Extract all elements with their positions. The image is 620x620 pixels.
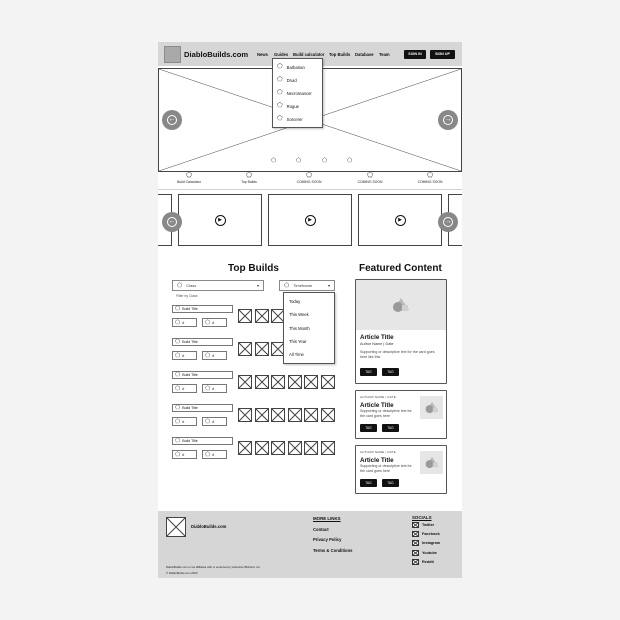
social-link-facebook[interactable]: Facebook	[412, 531, 440, 537]
shapes-icon	[391, 297, 411, 313]
carousel-dot-icon[interactable]: ⬠	[296, 158, 302, 164]
pentagon-icon: ⬠	[205, 319, 211, 326]
feature-top-builds[interactable]: ⬠ Top Builds	[229, 173, 269, 184]
article-author: AUTHOR NAME | DATE	[360, 450, 396, 454]
carousel-dot-icon[interactable]: ⬠	[271, 158, 277, 164]
footer-disclaimer: DiabloBuilds.com is not affiliated with or endorsed by Activision Blizzard, Inc.	[166, 565, 261, 569]
divider	[158, 189, 462, 190]
pentagon-icon: ⬠	[305, 172, 313, 179]
tag-button[interactable]: TAG	[382, 424, 399, 432]
build-item-slot[interactable]	[288, 375, 302, 389]
sign-up-button[interactable]: SIGN UP	[430, 50, 455, 59]
featured-content-heading: Featured Content	[359, 263, 442, 274]
video-thumbnail[interactable]	[358, 194, 442, 246]
article-description: Supporting or descriptive text for the card goes here	[360, 464, 412, 473]
facebook-icon	[412, 531, 419, 537]
pentagon-icon: ⬠	[277, 63, 283, 70]
guides-menu-item-druid[interactable]: ⬠ Druid	[277, 76, 297, 83]
build-stat: ⬠ #	[202, 450, 227, 459]
pentagon-icon: ⬠	[205, 385, 211, 392]
shapes-icon	[424, 456, 440, 469]
more-links-heading: MORE LINKS	[313, 516, 341, 521]
article-card[interactable]	[355, 390, 447, 439]
guides-menu-item-barbarian[interactable]: ⬠ Barbarian	[277, 63, 305, 70]
build-item-slot[interactable]	[288, 408, 302, 422]
timeframe-dropdown-menu	[283, 292, 335, 364]
tag-button[interactable]: TAG	[382, 368, 399, 376]
timeframe-option-this-year[interactable]: This Year	[289, 339, 307, 344]
socials-heading: SOCIALS	[412, 515, 432, 520]
pentagon-icon: ⬠	[175, 352, 181, 359]
footer-logo-placeholder[interactable]	[166, 517, 186, 537]
build-title[interactable]: ⬠ Build Title	[172, 305, 233, 313]
feature-coming-soon[interactable]: ⬠ COMING SOON	[350, 173, 390, 184]
nav-news[interactable]: News	[257, 52, 268, 57]
build-item-slot[interactable]	[321, 408, 335, 422]
build-stat: ⬠ #	[172, 318, 197, 327]
pentagon-icon: ⬠	[205, 451, 211, 458]
pentagon-icon: ⬠	[284, 282, 290, 289]
youtube-icon	[412, 550, 419, 556]
tag-button[interactable]: TAG	[360, 479, 377, 487]
pentagon-icon: ⬠	[175, 438, 181, 444]
build-stat: ⬠ #	[202, 351, 227, 360]
timeframe-select[interactable]: ⬠ Timeframe ▾	[279, 280, 335, 291]
build-title[interactable]: ⬠ Build Title	[172, 371, 233, 379]
pentagon-icon: ⬠	[277, 76, 283, 83]
build-item-slot[interactable]	[255, 441, 269, 455]
article-title[interactable]: Article Title	[360, 457, 394, 464]
build-item-slot[interactable]	[288, 441, 302, 455]
nav-guides[interactable]: Guides	[274, 52, 289, 57]
timeframe-option-this-month[interactable]: This Month	[289, 326, 310, 331]
build-item-slot[interactable]	[271, 408, 285, 422]
social-link-reddit[interactable]: Reddit	[412, 559, 434, 565]
tag-button[interactable]: TAG	[382, 479, 399, 487]
page	[158, 42, 462, 578]
nav-database[interactable]: Database	[355, 52, 374, 57]
video-thumbnail[interactable]	[178, 194, 262, 246]
footer-brand[interactable]: DiabloBuilds.com	[191, 524, 227, 529]
guides-dropdown-menu	[272, 58, 323, 128]
feature-coming-soon[interactable]: ⬠ COMING SOON	[289, 173, 329, 184]
build-stat: ⬠ #	[172, 351, 197, 360]
guides-menu-item-rogue[interactable]: ⬠ Rogue	[277, 102, 299, 109]
pentagon-icon: ⬠	[277, 89, 283, 96]
build-item-slot[interactable]	[255, 309, 269, 323]
build-title[interactable]: ⬠ Build Title	[172, 338, 233, 346]
build-stat: ⬠ #	[202, 318, 227, 327]
article-description: Supporting or descriptive text for the card goes here	[360, 409, 412, 418]
pentagon-icon: ⬠	[277, 115, 283, 122]
featured-image-placeholder	[356, 280, 446, 330]
shapes-icon	[424, 401, 440, 414]
class-filter-hint: Filter by Class	[176, 294, 198, 298]
build-stat: ⬠ #	[202, 384, 227, 393]
carousel-dot-icon[interactable]: ⬠	[347, 158, 353, 164]
instagram-icon	[412, 540, 419, 546]
article-title[interactable]: Article Title	[360, 402, 394, 409]
hero-prev-arrow-icon[interactable]: ←	[162, 110, 182, 130]
pentagon-icon: ⬠	[175, 306, 181, 312]
build-item-slot[interactable]	[238, 375, 252, 389]
pentagon-icon: ⬠	[245, 172, 253, 179]
social-link-twitter[interactable]: Twitter	[412, 522, 434, 528]
pentagon-icon: ⬠	[426, 172, 434, 179]
build-item-slot[interactable]	[255, 375, 269, 389]
build-item-slot[interactable]	[238, 441, 252, 455]
build-item-slot[interactable]	[271, 375, 285, 389]
build-stat: ⬠ #	[202, 417, 227, 426]
build-stat: ⬠ #	[172, 450, 197, 459]
chevron-down-icon: ▾	[327, 283, 330, 288]
pentagon-icon: ⬠	[277, 102, 283, 109]
article-author: AUTHOR NAME | DATE	[360, 395, 396, 399]
tag-button[interactable]: TAG	[360, 368, 377, 376]
article-card[interactable]	[355, 445, 447, 494]
feature-coming-soon[interactable]: ⬠ COMING SOON	[410, 173, 450, 184]
build-item-slot[interactable]	[255, 408, 269, 422]
article-author: Author Name | Date	[360, 342, 394, 346]
video-thumbnail[interactable]	[268, 194, 352, 246]
build-item-slot[interactable]	[238, 408, 252, 422]
video-prev-arrow-icon[interactable]: ←	[162, 212, 182, 232]
timeframe-option-all-time[interactable]: All Time	[289, 352, 304, 357]
build-item-slot[interactable]	[238, 342, 252, 356]
build-item-slot[interactable]	[304, 408, 318, 422]
play-icon: ▶	[215, 215, 226, 226]
build-title[interactable]: ⬠ Build Title	[172, 437, 233, 445]
article-thumbnail	[420, 451, 443, 474]
nav-team[interactable]: Team	[379, 52, 390, 57]
pentagon-icon: ⬠	[177, 282, 183, 289]
top-builds-heading: Top Builds	[228, 263, 279, 274]
logo-placeholder[interactable]	[164, 46, 181, 63]
video-next-arrow-icon[interactable]: →	[438, 212, 458, 232]
pentagon-icon: ⬠	[175, 418, 181, 425]
pentagon-icon: ⬠	[175, 372, 181, 378]
site-brand[interactable]: DiabloBuilds.com	[184, 50, 249, 59]
footer-link-privacy-policy[interactable]: Privacy Policy	[313, 537, 342, 542]
build-item-slot[interactable]	[238, 309, 252, 323]
twitter-icon	[412, 522, 419, 528]
featured-article-card[interactable]	[355, 279, 447, 384]
pentagon-icon: ⬠	[205, 418, 211, 425]
hero-next-arrow-icon[interactable]: →	[438, 110, 458, 130]
build-item-slot[interactable]	[271, 441, 285, 455]
tag-button[interactable]: TAG	[360, 424, 377, 432]
pentagon-icon: ⬠	[175, 405, 181, 411]
build-stat: ⬠ #	[172, 417, 197, 426]
build-item-slot[interactable]	[255, 342, 269, 356]
play-icon: ▶	[305, 215, 316, 226]
build-stat: ⬠ #	[172, 384, 197, 393]
build-item-slot[interactable]	[304, 375, 318, 389]
pentagon-icon: ⬠	[366, 172, 374, 179]
article-thumbnail	[420, 396, 443, 419]
class-filter-select[interactable]: ⬠ Class ▾	[172, 280, 264, 291]
nav-top-builds[interactable]: Top Builds	[329, 52, 351, 57]
footer-copyright: © DiabloBuilds.com 2023	[166, 571, 198, 575]
sign-in-button[interactable]: SIGN IN	[404, 50, 426, 59]
build-item-slot[interactable]	[321, 441, 335, 455]
footer-link-contact[interactable]: Contact	[313, 527, 329, 532]
social-link-youtube[interactable]: Youtube	[412, 550, 437, 556]
timeframe-option-this-week[interactable]: This Week	[289, 312, 309, 317]
reddit-icon	[412, 559, 419, 565]
timeframe-option-today[interactable]: Today	[289, 299, 301, 304]
chevron-down-icon: ▾	[256, 283, 259, 288]
guides-menu-item-necromancer[interactable]: ⬠ Necromancer	[277, 89, 312, 96]
guides-menu-item-sorcerer[interactable]: ⬠ Sorcerer	[277, 115, 303, 122]
pentagon-icon: ⬠	[185, 172, 193, 179]
pentagon-icon: ⬠	[175, 339, 181, 345]
pentagon-icon: ⬠	[175, 451, 181, 458]
feature-build-calculator[interactable]: ⬠ Build Calculator	[169, 173, 209, 184]
nav-build-calculator[interactable]: Build calculator	[293, 52, 325, 57]
pentagon-icon: ⬠	[175, 319, 181, 326]
build-item-slot[interactable]	[321, 375, 335, 389]
play-icon: ▶	[395, 215, 406, 226]
social-link-instagram[interactable]: Instagram	[412, 540, 440, 546]
pentagon-icon: ⬠	[205, 352, 211, 359]
footer-link-terms[interactable]: Terms & Conditions	[313, 548, 353, 553]
pentagon-icon: ⬠	[175, 385, 181, 392]
article-description: Supporting or descriptive text for the card goes here like this	[360, 350, 435, 359]
build-title[interactable]: ⬠ Build Title	[172, 404, 233, 412]
carousel-dot-icon[interactable]: ⬠	[322, 158, 328, 164]
article-title[interactable]: Article Title	[360, 334, 394, 341]
build-item-slot[interactable]	[304, 441, 318, 455]
